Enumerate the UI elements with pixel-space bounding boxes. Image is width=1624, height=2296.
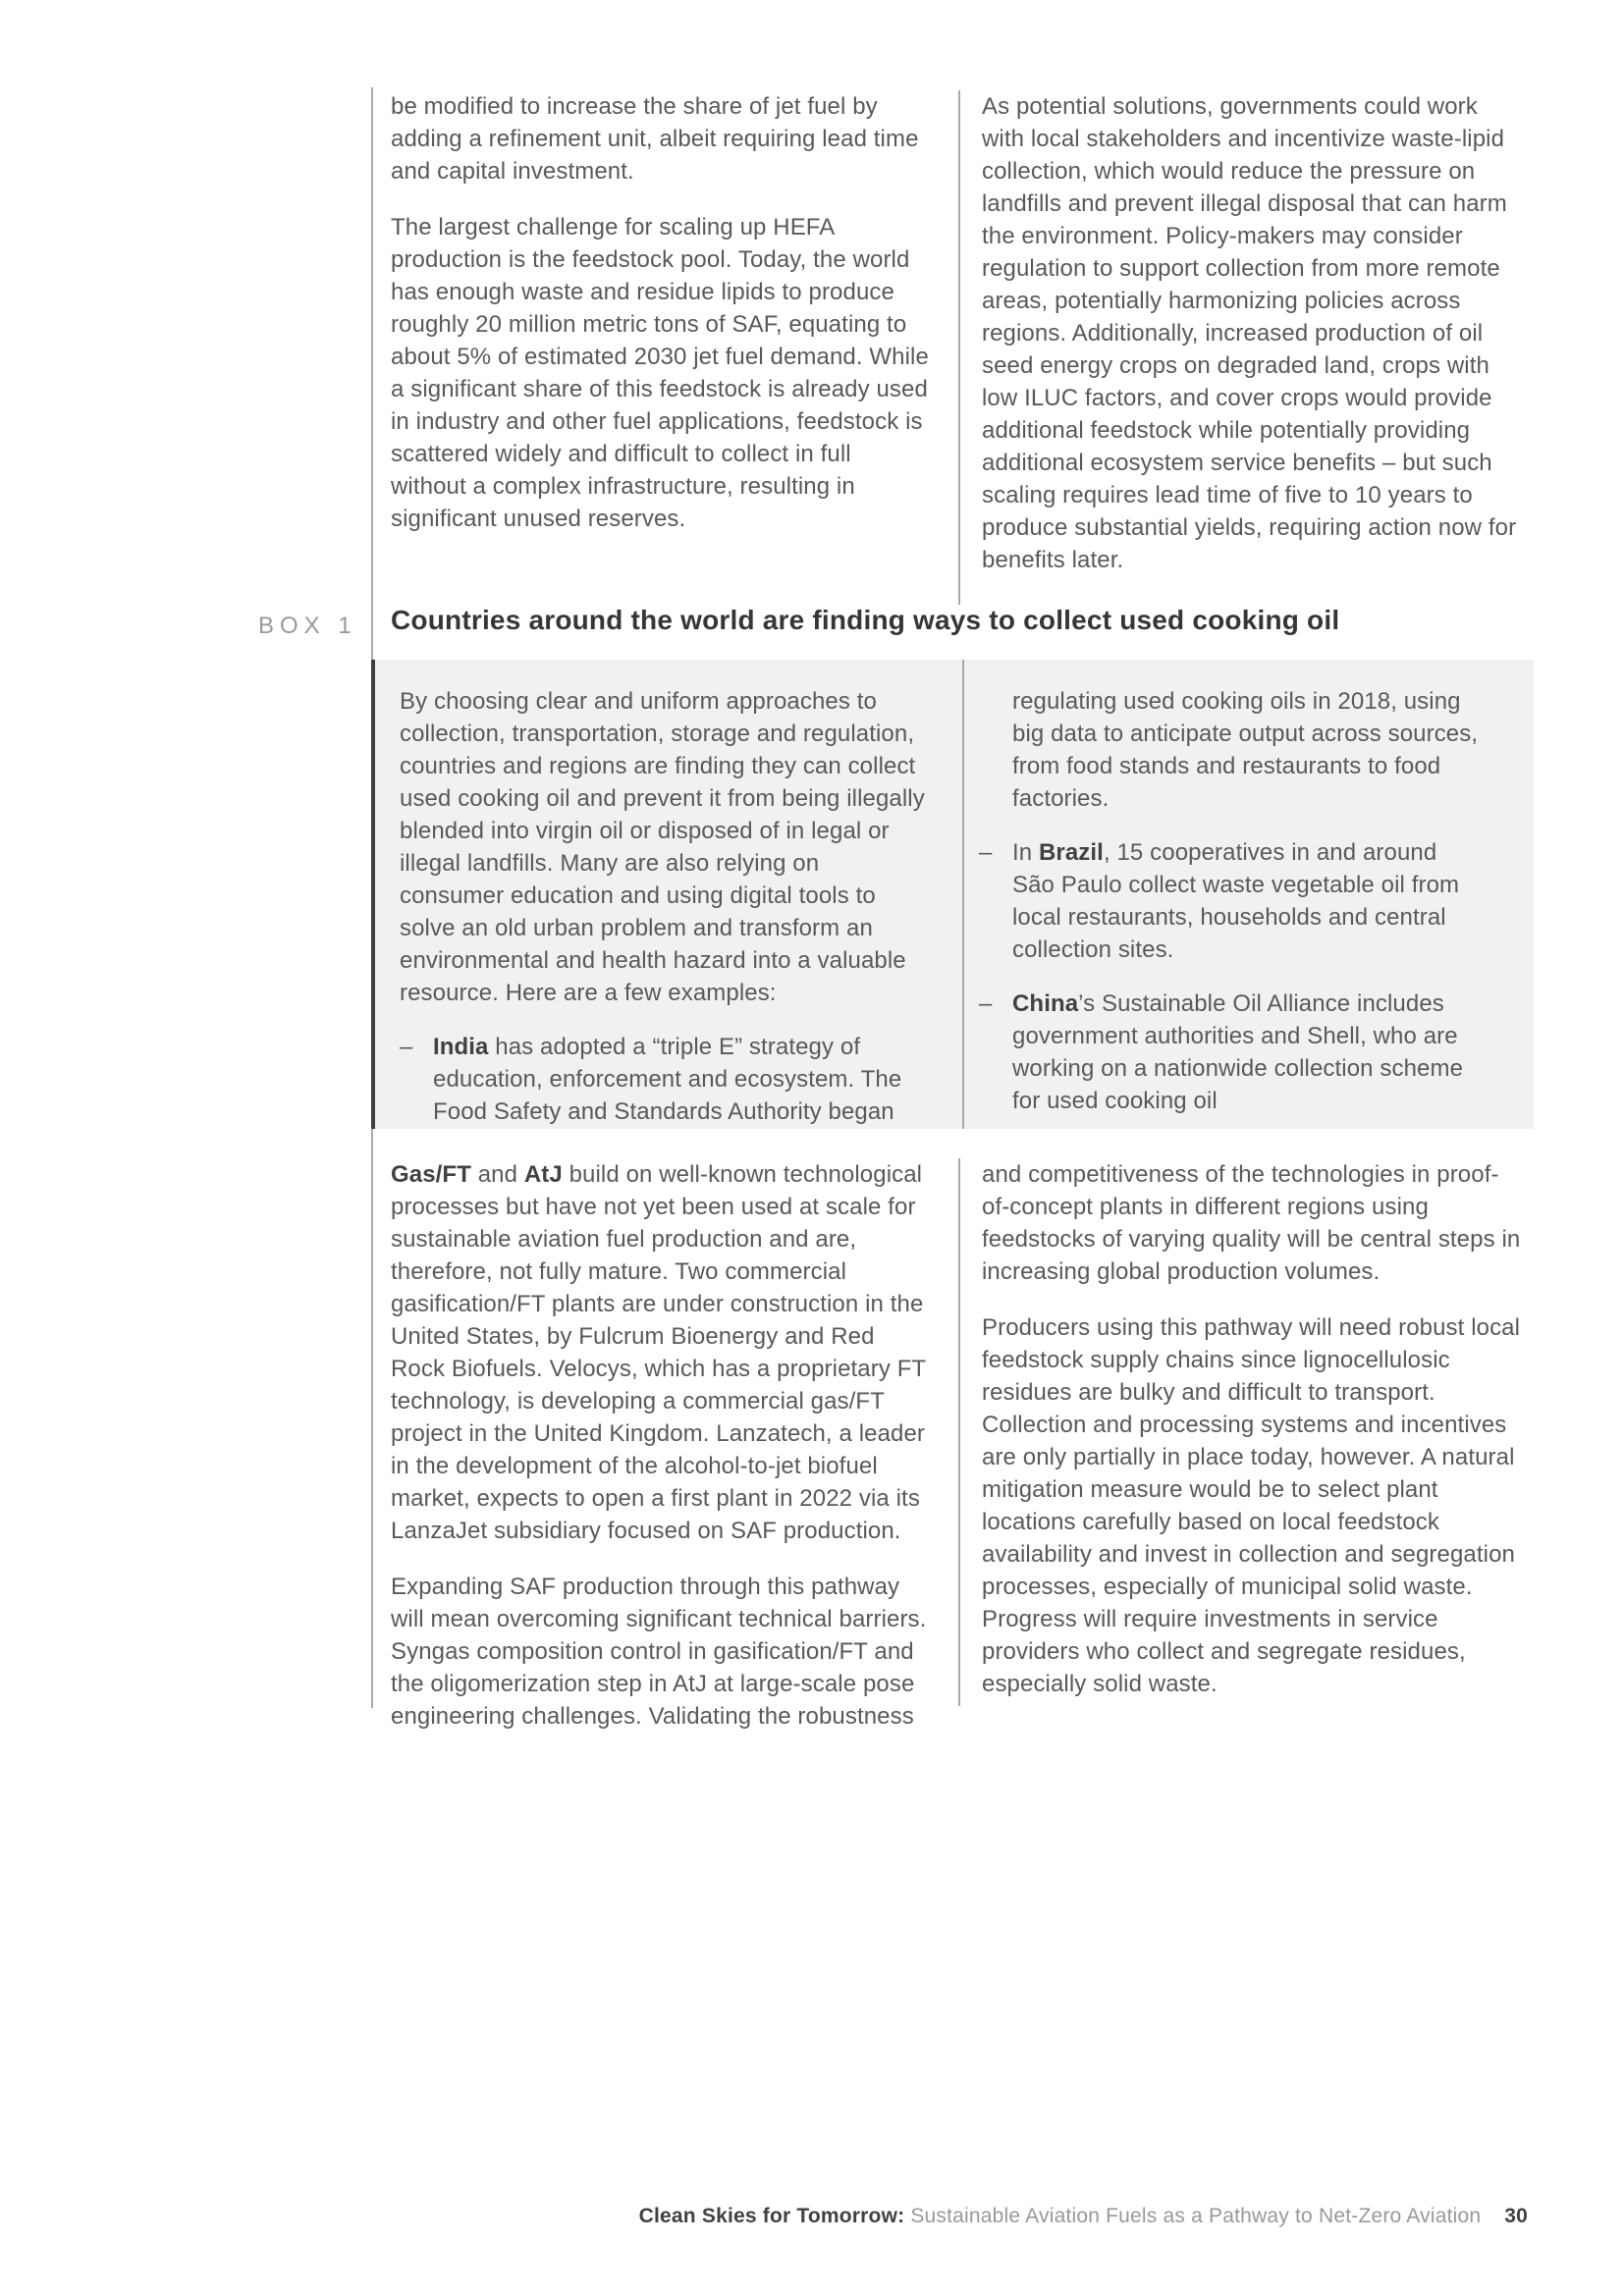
body-paragraph: The largest challenge for scaling up HEFA production is the feedstock pool. Today, the world has enough waste and residue lipids to produce roughly 20 million metric tons of SAF, equating to about 5% of estimated 2030 jet fuel demand. While a significant share of this feedstock is already used in industry and other fuel applications, feedstock is scattered widely and difficult to collect in full without a complex infrastructure, resulting in significant unused reserves. [391,214,929,532]
box-right-column [979,685,1486,1117]
country-name-bold: India [433,1034,489,1060]
box-intro-paragraph: By choosing clear and uniform approaches to collection, transportation, storage and regulation, countries and regions are finding they can collect used cooking oil and prevent it from being illegally blended into virgin oil or disposed of in legal or illegal landfills. Many are also relying on consumer education and using digital tools to solve an old urban problem and transform an environmental and health hazard into a valuable resource. Here are a few examples: [400,688,925,1006]
body-text: and [470,1161,524,1188]
bottom-column-divider-rule [958,1158,960,1706]
body-paragraph: Expanding SAF production through this pathway will mean overcoming significant technical barriers. Syngas composition control in gasification/FT and the oligomerization step in AtJ at large-scale pose engineering challenges. Validating the robustness [391,1574,927,1730]
box-title: Countries around the world are finding ways to collect used cooking oil [391,605,1340,635]
country-name-bold: China [1012,990,1079,1017]
list-item-text [1012,836,1486,966]
body-text: build on well-known technological processes but have not yet been used at scale for sustainable aviation fuel production and are, therefore, not fully mature. Two commercial gasification/FT plants are under construction in the United States, by Fulcrum Bioenergy and Red Rock Biofuels. Velocys, which has a proprietary FT technology, is developing a commercial gas/FT project in the United Kingdom. Lanzatech, a leader in the development of the alcohol-to-jet biofuel market, expects to open a first plant in 2022 via its LanzaJet subsidiary focused on SAF production. [391,1161,926,1544]
box-label: BOX 1 [258,613,357,639]
list-item-text [1012,988,1486,1117]
top-right-column [982,90,1524,576]
top-column-divider-rule [958,90,960,605]
page-number: 30 [1504,2205,1528,2227]
list-item-brazil [979,836,1486,966]
box-1-panel [371,660,1534,1129]
list-item-body: has adopted a “triple E” strategy of education, enforcement and ecosystem. The Food Safety and Standards Authority began [433,1034,902,1125]
box-continuation-paragraph: regulating used cooking oils in 2018, using big data to anticipate output across sources, from food stands and restaurants to food factories. [1012,688,1479,812]
pathway-name-bold: Gas/FT [391,1161,471,1188]
lower-right-column [982,1158,1524,1700]
body-paragraph: Producers using this pathway will need robust local feedstock supply chains since lignocellulosic residues are bulky and difficult to transport. Collection and processing systems and incentives are only partially in place today, however. A natural mitigation measure would be to select plant locations carefully based on local feedstock availability and invest in collection and segregation processes, especially of municipal solid waste. Progress will require investments in service providers who collect and segregate residues, especially solid waste. [982,1314,1521,1697]
pathway-name-bold: AtJ [523,1161,563,1188]
box-left-column [400,685,930,1128]
body-paragraph: As potential solutions, governments could work with local stakeholders and incentivize waste-lipid collection, which would reduce the pressure on landfills and prevent illegal disposal that can harm the environment. Policy-makers may consider regulation to support collection from more remote areas, potentially harmonizing policies across regions. Additionally, increased production of oil seed energy crops on degraded land, crops with low ILUC factors, and cover crops would provide additional feedstock while potentially providing additional ecosystem service benefits – but such scaling requires lead time of five to 10 years to produce substantial yields, requiring action now for benefits later. [982,93,1517,573]
body-paragraph: and competitiveness of the technologies in proof-of-concept plants in different regions using feedstocks of varying quality will be central steps in increasing global production volumes. [982,1161,1521,1285]
country-name-bold: Brazil [1038,839,1104,866]
box-column-divider-rule [962,660,964,1129]
page-footer [391,2204,1528,2229]
body-paragraph: be modified to increase the share of jet fuel by adding a refinement unit, albeit requiring lead time and capital investment. [391,93,919,185]
list-item-india [400,1031,930,1128]
body-paragraph [391,1158,929,1547]
list-item-china [979,988,1486,1117]
list-item-body: ’s Sustainable Oil Alliance includes government authorities and Shell, who are working on a nationwide collection scheme for used cooking oil [1012,990,1464,1114]
bullet-dash: – [979,839,993,866]
bullet-dash: – [979,990,993,1017]
list-item-prefix: In [1012,839,1039,866]
lower-left-column [391,1158,929,1733]
bullet-dash: – [400,1034,413,1060]
footer-report-subtitle: Sustainable Aviation Fuels as a Pathway to Net-Zero Aviation [904,2205,1482,2227]
list-item-body: , 15 cooperatives in and around São Paulo collect waste vegetable oil from local restaurants, households and central collection sites. [1012,839,1460,963]
footer-report-title: Clean Skies for Tomorrow: [638,2205,905,2227]
top-left-column [391,90,929,535]
list-item-text [433,1031,930,1128]
